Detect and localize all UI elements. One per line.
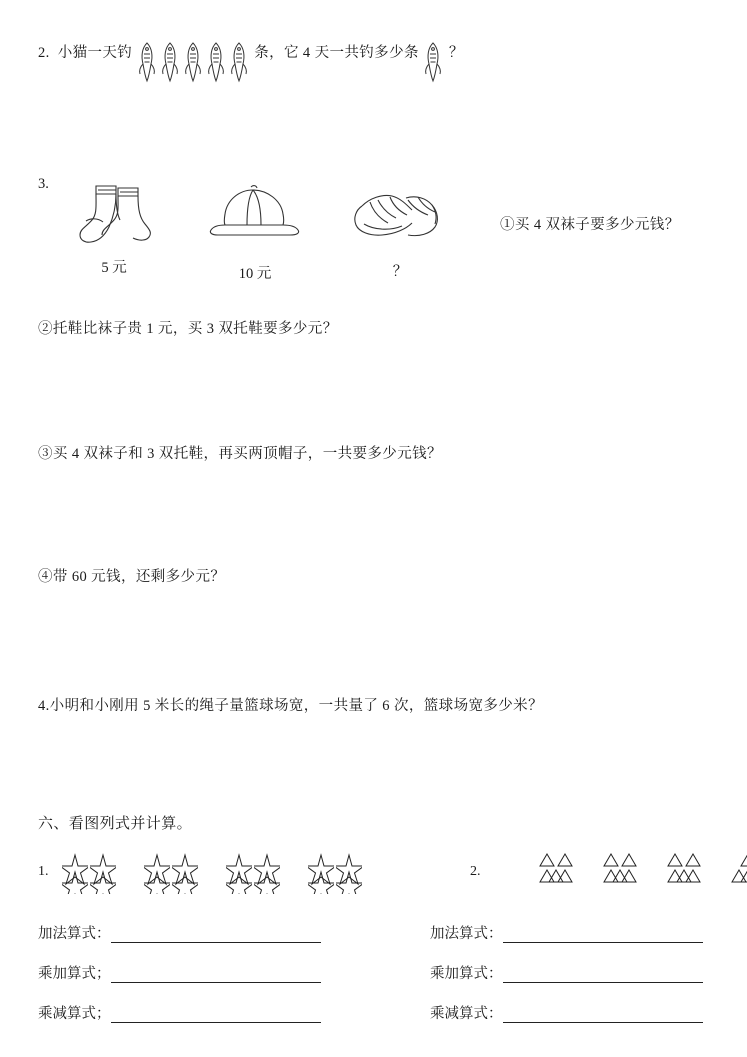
good-item-socks <box>68 176 160 277</box>
problem-3-goods <box>60 172 480 282</box>
answer-label-add-right: 加法算式： <box>430 926 503 942</box>
answer-label-muladd-right: 乘加算式： <box>430 966 503 982</box>
answer-row-mulsub-right <box>430 1002 703 1023</box>
answer-blank-muladd-right[interactable] <box>503 968 703 983</box>
answer-blank-add-left[interactable] <box>111 928 321 943</box>
triangle-figure <box>538 852 747 892</box>
answer-row-muladd-left <box>38 962 321 983</box>
answer-label-add-left: 加法算式： <box>38 926 111 942</box>
problem-2 <box>38 42 464 86</box>
figure-2-label: 2. <box>470 864 481 879</box>
socks-price: 5 元 <box>101 260 127 276</box>
answer-row-mulsub-left <box>38 1002 321 1023</box>
good-item-cap <box>205 182 305 283</box>
triangle-group <box>602 852 646 892</box>
star-group <box>226 850 280 894</box>
triangle-group <box>730 852 747 892</box>
answer-blank-mulsub-right[interactable] <box>503 1008 703 1023</box>
problem-3-number: 3. <box>38 176 49 192</box>
problem-3-question-2: ②托鞋比袜子贵 1 元，买 3 双托鞋要多少元？ <box>38 321 338 337</box>
problem-2-text-before: 小猫一天钓 <box>57 45 133 61</box>
sandals-icon <box>345 180 455 252</box>
answer-row-add-right <box>430 922 703 943</box>
problem-2-text-after: ？ <box>448 45 464 61</box>
problem-2-number: 2. <box>38 45 50 61</box>
figure-1-label: 1. <box>38 864 49 879</box>
star-figure <box>62 850 362 894</box>
star-group <box>62 850 116 894</box>
triangle-group <box>538 852 582 892</box>
socks-icon <box>68 176 160 248</box>
answer-row-muladd-right <box>430 962 703 983</box>
star-group <box>144 850 198 894</box>
star-group <box>308 850 362 894</box>
section-6-figures <box>38 850 718 900</box>
triangle-group <box>666 852 710 892</box>
answer-row-add-left <box>38 922 321 943</box>
section-6-title: 六、看图列式并计算。 <box>38 816 193 832</box>
cap-price: 10 元 <box>238 266 272 282</box>
cap-icon <box>205 182 305 254</box>
fish-group-icon <box>136 40 250 84</box>
problem-3-question-1: ①买 4 双袜子要多少元钱？ <box>500 217 680 233</box>
good-item-sandals <box>345 180 455 281</box>
problem-4: 4.小明和小刚用 5 米长的绳子量篮球场宽，一共量了 6 次，篮球场宽多少米？ <box>38 698 543 714</box>
answer-blank-muladd-left[interactable] <box>111 968 321 983</box>
answer-blank-add-right[interactable] <box>503 928 703 943</box>
sandals-price: ？ <box>392 264 408 280</box>
answer-label-muladd-left: 乘加算式； <box>38 966 111 982</box>
problem-3-question-4: ④带 60 元钱，还剩多少元？ <box>38 569 226 585</box>
answer-label-mulsub-left: 乘减算式； <box>38 1006 111 1022</box>
problem-2-text-middle: 条，它 4 天一共钓多少条 <box>254 45 419 61</box>
problem-3-question-3: ③买 4 双袜子和 3 双托鞋，再买两顶帽子，一共要多少元钱？ <box>38 446 442 462</box>
fish-single-icon <box>422 40 444 84</box>
answer-label-mulsub-right: 乘减算式： <box>430 1006 503 1022</box>
answer-blank-mulsub-left[interactable] <box>111 1008 321 1023</box>
